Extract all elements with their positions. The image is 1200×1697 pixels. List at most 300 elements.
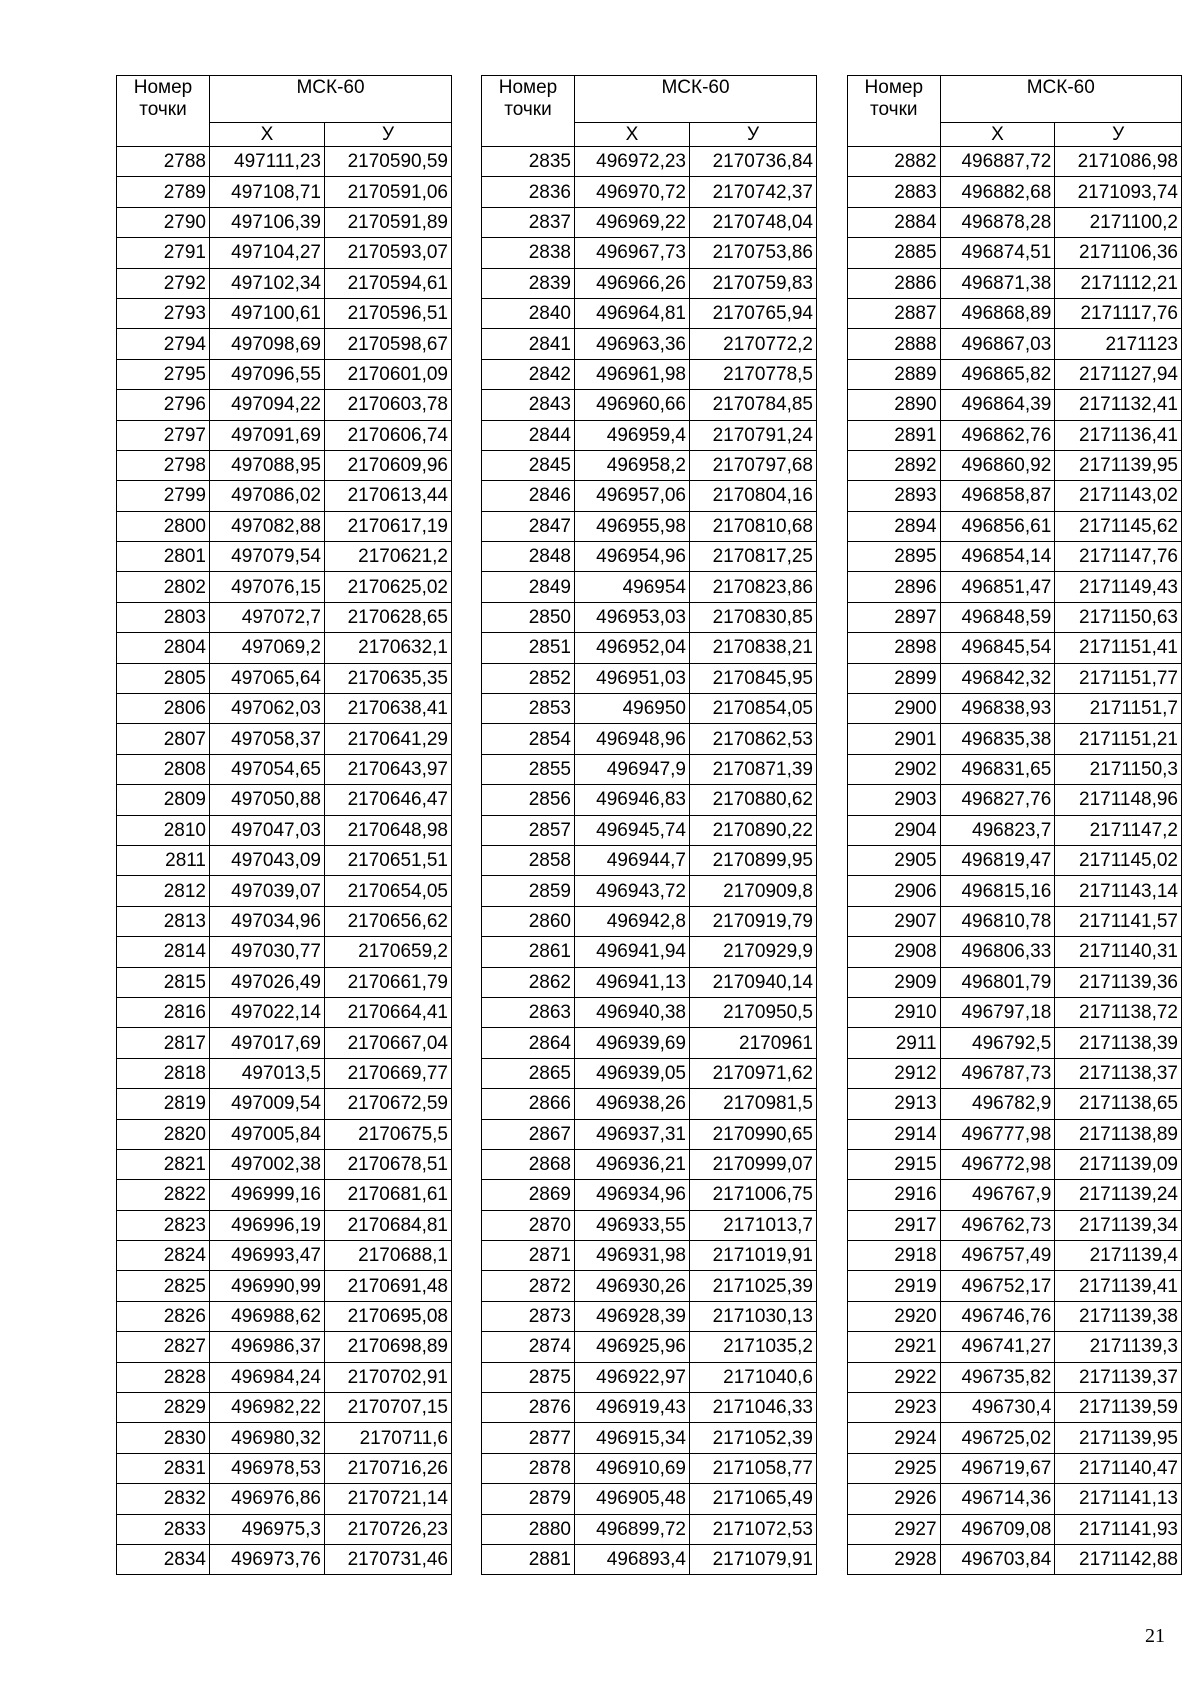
- x-coordinate-cell: 496860,92: [940, 450, 1055, 480]
- y-coordinate-cell: 2170862,53: [690, 724, 817, 754]
- x-coordinate-cell: 496719,67: [940, 1453, 1055, 1483]
- table-row: [848, 815, 1182, 845]
- x-coordinate-cell: 497100,61: [210, 298, 325, 328]
- x-coordinate-cell: 497005,84: [210, 1119, 325, 1149]
- x-coordinate-cell: 496954: [575, 572, 690, 602]
- table-row: [848, 1393, 1182, 1423]
- point-number-cell: 2811: [117, 845, 210, 875]
- y-coordinate-cell: 2170648,98: [325, 815, 452, 845]
- y-coordinate-cell: 2170695,08: [325, 1301, 452, 1331]
- point-number-cell: 2912: [848, 1058, 941, 1088]
- y-coordinate-cell: 2170838,21: [690, 633, 817, 663]
- x-coordinate-cell: 496887,72: [940, 147, 1055, 177]
- table-row: [482, 177, 817, 207]
- x-coordinate-cell: 497072,7: [210, 602, 325, 632]
- point-number-cell: 2903: [848, 785, 941, 815]
- table-row: [117, 390, 452, 420]
- point-number-cell: 2843: [482, 390, 575, 420]
- point-number-cell: 2814: [117, 937, 210, 967]
- x-coordinate-cell: 497076,15: [210, 572, 325, 602]
- point-number-cell: 2877: [482, 1423, 575, 1453]
- x-coordinate-cell: 496915,34: [575, 1423, 690, 1453]
- table-row: [117, 298, 452, 328]
- table-row: [482, 1514, 817, 1544]
- x-coordinate-cell: 496954,96: [575, 542, 690, 572]
- x-coordinate-cell: 496948,96: [575, 724, 690, 754]
- point-number-cell: 2793: [117, 298, 210, 328]
- point-number-cell: 2840: [482, 298, 575, 328]
- y-coordinate-cell: 2170871,39: [690, 754, 817, 784]
- x-coordinate-cell: 496842,32: [940, 663, 1055, 693]
- x-coordinate-cell: 496928,39: [575, 1301, 690, 1331]
- x-coordinate-cell: 496819,47: [940, 845, 1055, 875]
- table-row: [848, 542, 1182, 572]
- y-coordinate-cell: 2171147,2: [1055, 815, 1182, 845]
- y-coordinate-cell: 2171141,13: [1055, 1484, 1182, 1514]
- x-coordinate-cell: 496999,16: [210, 1180, 325, 1210]
- table-row: [482, 1301, 817, 1331]
- point-number-header: Номер точки: [848, 76, 941, 147]
- y-coordinate-cell: 2171086,98: [1055, 147, 1182, 177]
- y-coordinate-cell: 2171138,65: [1055, 1089, 1182, 1119]
- table-row: [848, 481, 1182, 511]
- table-row: [117, 238, 452, 268]
- y-coordinate-cell: 2171139,3: [1055, 1332, 1182, 1362]
- y-coordinate-cell: 2171139,37: [1055, 1362, 1182, 1392]
- x-coordinate-cell: 496851,47: [940, 572, 1055, 602]
- x-coordinate-cell: 496714,36: [940, 1484, 1055, 1514]
- table-row: [117, 1332, 452, 1362]
- x-coordinate-cell: 497069,2: [210, 633, 325, 663]
- x-coordinate-cell: 497062,03: [210, 694, 325, 724]
- table-row: [848, 1089, 1182, 1119]
- point-number-cell: 2808: [117, 754, 210, 784]
- y-coordinate-cell: 2170778,5: [690, 359, 817, 389]
- y-coordinate-cell: 2170593,07: [325, 238, 452, 268]
- x-coordinate-cell: 497094,22: [210, 390, 325, 420]
- table-row: [117, 1089, 452, 1119]
- table-row: [482, 298, 817, 328]
- x-coordinate-cell: 496963,36: [575, 329, 690, 359]
- x-coordinate-cell: 497079,54: [210, 542, 325, 572]
- y-coordinate-cell: 2170804,16: [690, 481, 817, 511]
- y-coordinate-cell: 2170854,05: [690, 694, 817, 724]
- table-row: [848, 572, 1182, 602]
- point-number-cell: 2906: [848, 876, 941, 906]
- table-row: [848, 633, 1182, 663]
- point-number-cell: 2867: [482, 1119, 575, 1149]
- table-row: [848, 450, 1182, 480]
- x-coordinate-cell: 497050,88: [210, 785, 325, 815]
- y-coordinate-cell: 2171147,76: [1055, 542, 1182, 572]
- y-coordinate-cell: 2171093,74: [1055, 177, 1182, 207]
- table-row: [482, 694, 817, 724]
- x-coordinate-cell: 496945,74: [575, 815, 690, 845]
- x-coordinate-cell: 497030,77: [210, 937, 325, 967]
- table-row: [117, 1423, 452, 1453]
- point-number-cell: 2838: [482, 238, 575, 268]
- table-row: [482, 1180, 817, 1210]
- point-number-cell: 2818: [117, 1058, 210, 1088]
- table-row: [848, 663, 1182, 693]
- table-row: [482, 329, 817, 359]
- y-coordinate-cell: 2170731,46: [325, 1544, 452, 1574]
- x-coordinate-cell: 496960,66: [575, 390, 690, 420]
- point-number-cell: 2897: [848, 602, 941, 632]
- point-number-cell: 2826: [117, 1301, 210, 1331]
- x-coordinate-cell: 496958,2: [575, 450, 690, 480]
- table-row: [848, 511, 1182, 541]
- point-number-cell: 2883: [848, 177, 941, 207]
- table-row: [117, 633, 452, 663]
- x-coordinate-cell: 496867,03: [940, 329, 1055, 359]
- y-coordinate-cell: 2170659,2: [325, 937, 452, 967]
- x-coordinate-cell: 497088,95: [210, 450, 325, 480]
- y-coordinate-cell: 2170617,19: [325, 511, 452, 541]
- x-coordinate-cell: 496976,86: [210, 1484, 325, 1514]
- x-coordinate-cell: 497096,55: [210, 359, 325, 389]
- point-number-cell: 2844: [482, 420, 575, 450]
- x-coordinate-cell: 497039,07: [210, 876, 325, 906]
- y-coordinate-cell: 2170909,8: [690, 876, 817, 906]
- y-coordinate-cell: 2170601,09: [325, 359, 452, 389]
- coordinate-system-header: МСК-60: [210, 76, 452, 123]
- table-row: [848, 1180, 1182, 1210]
- x-coordinate-cell: 496988,62: [210, 1301, 325, 1331]
- point-number-cell: 2802: [117, 572, 210, 602]
- x-coordinate-cell: 496792,5: [940, 1028, 1055, 1058]
- x-coordinate-cell: 496725,02: [940, 1423, 1055, 1453]
- x-coordinate-cell: 496865,82: [940, 359, 1055, 389]
- point-number-cell: 2810: [117, 815, 210, 845]
- y-coordinate-cell: 2170772,2: [690, 329, 817, 359]
- point-number-cell: 2796: [117, 390, 210, 420]
- table-row: [482, 511, 817, 541]
- table-row: [482, 1393, 817, 1423]
- y-coordinate-cell: 2171151,41: [1055, 633, 1182, 663]
- x-coordinate-cell: 496838,93: [940, 694, 1055, 724]
- table-row: [848, 967, 1182, 997]
- x-coordinate-cell: 496955,98: [575, 511, 690, 541]
- table-row: [117, 1514, 452, 1544]
- x-coordinate-cell: 496910,69: [575, 1453, 690, 1483]
- y-coordinate-cell: 2170591,89: [325, 207, 452, 237]
- point-number-cell: 2869: [482, 1180, 575, 1210]
- x-coordinate-cell: 496957,06: [575, 481, 690, 511]
- x-column-header: Х: [940, 123, 1055, 147]
- point-number-cell: 2910: [848, 997, 941, 1027]
- y-coordinate-cell: 2170684,81: [325, 1210, 452, 1240]
- point-number-cell: 2859: [482, 876, 575, 906]
- y-coordinate-cell: 2171145,02: [1055, 845, 1182, 875]
- x-coordinate-cell: 496980,32: [210, 1423, 325, 1453]
- point-number-cell: 2879: [482, 1484, 575, 1514]
- point-number-cell: 2866: [482, 1089, 575, 1119]
- y-coordinate-cell: 2170661,79: [325, 967, 452, 997]
- y-coordinate-cell: 2170606,74: [325, 420, 452, 450]
- table-row: [848, 1362, 1182, 1392]
- point-number-cell: 2921: [848, 1332, 941, 1362]
- point-number-cell: 2799: [117, 481, 210, 511]
- x-coordinate-cell: 496966,26: [575, 268, 690, 298]
- table-row: [482, 481, 817, 511]
- x-coordinate-cell: 496940,38: [575, 997, 690, 1027]
- x-coordinate-cell: 496882,68: [940, 177, 1055, 207]
- table-row: [117, 997, 452, 1027]
- y-coordinate-cell: 2171040,6: [690, 1362, 817, 1392]
- point-number-cell: 2920: [848, 1301, 941, 1331]
- x-coordinate-cell: 496848,59: [940, 602, 1055, 632]
- y-coordinate-cell: 2170990,65: [690, 1119, 817, 1149]
- point-number-cell: 2888: [848, 329, 941, 359]
- x-coordinate-cell: 496762,73: [940, 1210, 1055, 1240]
- point-number-cell: 2898: [848, 633, 941, 663]
- x-coordinate-cell: 497013,5: [210, 1058, 325, 1088]
- point-number-cell: 2854: [482, 724, 575, 754]
- coordinate-tables: [116, 75, 1182, 1575]
- y-coordinate-cell: 2170797,68: [690, 450, 817, 480]
- x-coordinate-cell: 496936,21: [575, 1149, 690, 1179]
- y-coordinate-cell: 2170591,06: [325, 177, 452, 207]
- y-coordinate-cell: 2171149,43: [1055, 572, 1182, 602]
- coordinate-table-3: [847, 75, 1182, 1575]
- table-row: [482, 845, 817, 875]
- x-coordinate-cell: 496944,7: [575, 845, 690, 875]
- point-number-cell: 2800: [117, 511, 210, 541]
- point-number-cell: 2852: [482, 663, 575, 693]
- x-coordinate-cell: 497098,69: [210, 329, 325, 359]
- x-coordinate-cell: 496893,4: [575, 1544, 690, 1574]
- point-number-cell: 2851: [482, 633, 575, 663]
- table-row: [482, 937, 817, 967]
- y-coordinate-cell: 2170678,51: [325, 1149, 452, 1179]
- table-row: [117, 1301, 452, 1331]
- table-row: [848, 754, 1182, 784]
- table-row: [117, 694, 452, 724]
- y-coordinate-cell: 2171058,77: [690, 1453, 817, 1483]
- y-coordinate-cell: 2170919,79: [690, 906, 817, 936]
- table-row: [117, 937, 452, 967]
- x-coordinate-cell: 496972,23: [575, 147, 690, 177]
- y-coordinate-cell: 2171106,36: [1055, 238, 1182, 268]
- table-row: [482, 724, 817, 754]
- point-number-cell: 2896: [848, 572, 941, 602]
- y-coordinate-cell: 2170638,41: [325, 694, 452, 724]
- y-coordinate-cell: 2171138,72: [1055, 997, 1182, 1027]
- table-row: [482, 1271, 817, 1301]
- x-coordinate-cell: 496951,03: [575, 663, 690, 693]
- point-number-cell: 2820: [117, 1119, 210, 1149]
- y-coordinate-cell: 2170646,47: [325, 785, 452, 815]
- point-number-cell: 2899: [848, 663, 941, 693]
- x-coordinate-cell: 497082,88: [210, 511, 325, 541]
- point-number-cell: 2882: [848, 147, 941, 177]
- point-number-cell: 2834: [117, 1544, 210, 1574]
- table-row: [848, 329, 1182, 359]
- point-number-cell: 2788: [117, 147, 210, 177]
- table-row: [848, 207, 1182, 237]
- x-coordinate-cell: 496990,99: [210, 1271, 325, 1301]
- point-number-cell: 2827: [117, 1332, 210, 1362]
- table-row: [117, 329, 452, 359]
- x-coordinate-cell: 496854,14: [940, 542, 1055, 572]
- y-coordinate-cell: 2171127,94: [1055, 359, 1182, 389]
- table-row: [117, 1544, 452, 1574]
- y-coordinate-cell: 2171141,57: [1055, 906, 1182, 936]
- y-coordinate-cell: 2170672,59: [325, 1089, 452, 1119]
- table-row: [117, 785, 452, 815]
- point-number-cell: 2907: [848, 906, 941, 936]
- x-coordinate-cell: 497034,96: [210, 906, 325, 936]
- table-row: [117, 724, 452, 754]
- y-coordinate-cell: 2171151,7: [1055, 694, 1182, 724]
- y-coordinate-cell: 2171139,36: [1055, 967, 1182, 997]
- y-coordinate-cell: 2170669,77: [325, 1058, 452, 1088]
- point-number-cell: 2918: [848, 1241, 941, 1271]
- point-number-cell: 2795: [117, 359, 210, 389]
- point-number-cell: 2791: [117, 238, 210, 268]
- x-coordinate-cell: 496961,98: [575, 359, 690, 389]
- table-row: [117, 268, 452, 298]
- table-row: [117, 602, 452, 632]
- table-row: [482, 359, 817, 389]
- x-coordinate-cell: 497091,69: [210, 420, 325, 450]
- point-number-cell: 2909: [848, 967, 941, 997]
- table-row: [482, 238, 817, 268]
- point-number-cell: 2892: [848, 450, 941, 480]
- x-coordinate-cell: 496772,98: [940, 1149, 1055, 1179]
- table-row: [117, 511, 452, 541]
- y-coordinate-cell: 2170753,86: [690, 238, 817, 268]
- point-number-cell: 2845: [482, 450, 575, 480]
- table-row: [117, 420, 452, 450]
- y-coordinate-cell: 2170681,61: [325, 1180, 452, 1210]
- x-coordinate-cell: 496982,22: [210, 1393, 325, 1423]
- x-coordinate-cell: 497106,39: [210, 207, 325, 237]
- x-coordinate-cell: 496922,97: [575, 1362, 690, 1392]
- point-number-cell: 2864: [482, 1028, 575, 1058]
- x-coordinate-cell: 496735,82: [940, 1362, 1055, 1392]
- point-number-cell: 2819: [117, 1089, 210, 1119]
- point-number-cell: 2822: [117, 1180, 210, 1210]
- y-coordinate-cell: 2171138,37: [1055, 1058, 1182, 1088]
- table-row: [117, 1180, 452, 1210]
- coordinate-system-header: МСК-60: [575, 76, 817, 123]
- x-coordinate-cell: 496905,48: [575, 1484, 690, 1514]
- table-row: [848, 1241, 1182, 1271]
- table-row: [117, 876, 452, 906]
- y-coordinate-cell: 2170845,95: [690, 663, 817, 693]
- x-coordinate-cell: 496845,54: [940, 633, 1055, 663]
- y-coordinate-cell: 2170748,04: [690, 207, 817, 237]
- y-coordinate-cell: 2170654,05: [325, 876, 452, 906]
- table-row: [117, 663, 452, 693]
- table-row: [117, 177, 452, 207]
- y-coordinate-cell: 2170880,62: [690, 785, 817, 815]
- x-coordinate-cell: 496741,27: [940, 1332, 1055, 1362]
- x-coordinate-cell: 496938,26: [575, 1089, 690, 1119]
- table-row: [482, 207, 817, 237]
- y-coordinate-cell: 2170698,89: [325, 1332, 452, 1362]
- point-number-cell: 2798: [117, 450, 210, 480]
- point-number-cell: 2825: [117, 1271, 210, 1301]
- table-row: [482, 390, 817, 420]
- table-row: [117, 1149, 452, 1179]
- x-coordinate-cell: 496730,4: [940, 1393, 1055, 1423]
- table-row: [117, 572, 452, 602]
- point-number-cell: 2870: [482, 1210, 575, 1240]
- table-row: [117, 481, 452, 511]
- x-column-header: Х: [210, 123, 325, 147]
- table-row: [848, 876, 1182, 906]
- y-coordinate-cell: 2171006,75: [690, 1180, 817, 1210]
- point-number-cell: 2876: [482, 1393, 575, 1423]
- x-coordinate-cell: 497043,09: [210, 845, 325, 875]
- y-coordinate-cell: 2170711,6: [325, 1423, 452, 1453]
- y-coordinate-cell: 2170641,29: [325, 724, 452, 754]
- table-row: [848, 1271, 1182, 1301]
- x-coordinate-cell: 496777,98: [940, 1119, 1055, 1149]
- point-number-cell: 2824: [117, 1241, 210, 1271]
- y-coordinate-cell: 2170830,85: [690, 602, 817, 632]
- y-coordinate-cell: 2170596,51: [325, 298, 452, 328]
- point-number-cell: 2842: [482, 359, 575, 389]
- point-number-cell: 2858: [482, 845, 575, 875]
- table-row: [117, 1119, 452, 1149]
- x-coordinate-cell: 496942,8: [575, 906, 690, 936]
- point-number-cell: 2797: [117, 420, 210, 450]
- point-number-cell: 2871: [482, 1241, 575, 1271]
- point-number-cell: 2805: [117, 663, 210, 693]
- x-coordinate-cell: 496975,3: [210, 1514, 325, 1544]
- table-body: [117, 147, 452, 1575]
- x-coordinate-cell: 496941,94: [575, 937, 690, 967]
- table-row: [117, 1028, 452, 1058]
- point-number-cell: 2894: [848, 511, 941, 541]
- point-number-cell: 2848: [482, 542, 575, 572]
- table-row: [117, 1453, 452, 1483]
- table-row: [482, 815, 817, 845]
- x-coordinate-cell: 496831,65: [940, 754, 1055, 784]
- table-row: [117, 1362, 452, 1392]
- y-coordinate-cell: 2171139,95: [1055, 450, 1182, 480]
- table-row: [117, 450, 452, 480]
- table-row: [482, 1058, 817, 1088]
- y-coordinate-cell: 2171052,39: [690, 1423, 817, 1453]
- table-row: [117, 906, 452, 936]
- point-number-cell: 2853: [482, 694, 575, 724]
- point-number-cell: 2821: [117, 1149, 210, 1179]
- y-coordinate-cell: 2171148,96: [1055, 785, 1182, 815]
- x-coordinate-cell: 496986,37: [210, 1332, 325, 1362]
- y-column-header: У: [1055, 123, 1182, 147]
- y-coordinate-cell: 2170625,02: [325, 572, 452, 602]
- y-coordinate-cell: 2171143,02: [1055, 481, 1182, 511]
- point-number-cell: 2868: [482, 1149, 575, 1179]
- x-coordinate-cell: 497002,38: [210, 1149, 325, 1179]
- y-coordinate-cell: 2170707,15: [325, 1393, 452, 1423]
- point-number-cell: 2792: [117, 268, 210, 298]
- point-number-cell: 2901: [848, 724, 941, 754]
- x-coordinate-cell: 496919,43: [575, 1393, 690, 1423]
- point-number-cell: 2803: [117, 602, 210, 632]
- y-coordinate-cell: 2171046,33: [690, 1393, 817, 1423]
- y-coordinate-cell: 2170721,14: [325, 1484, 452, 1514]
- table-row: [848, 724, 1182, 754]
- point-number-cell: 2926: [848, 1484, 941, 1514]
- y-coordinate-cell: 2170664,41: [325, 997, 452, 1027]
- point-number-cell: 2816: [117, 997, 210, 1027]
